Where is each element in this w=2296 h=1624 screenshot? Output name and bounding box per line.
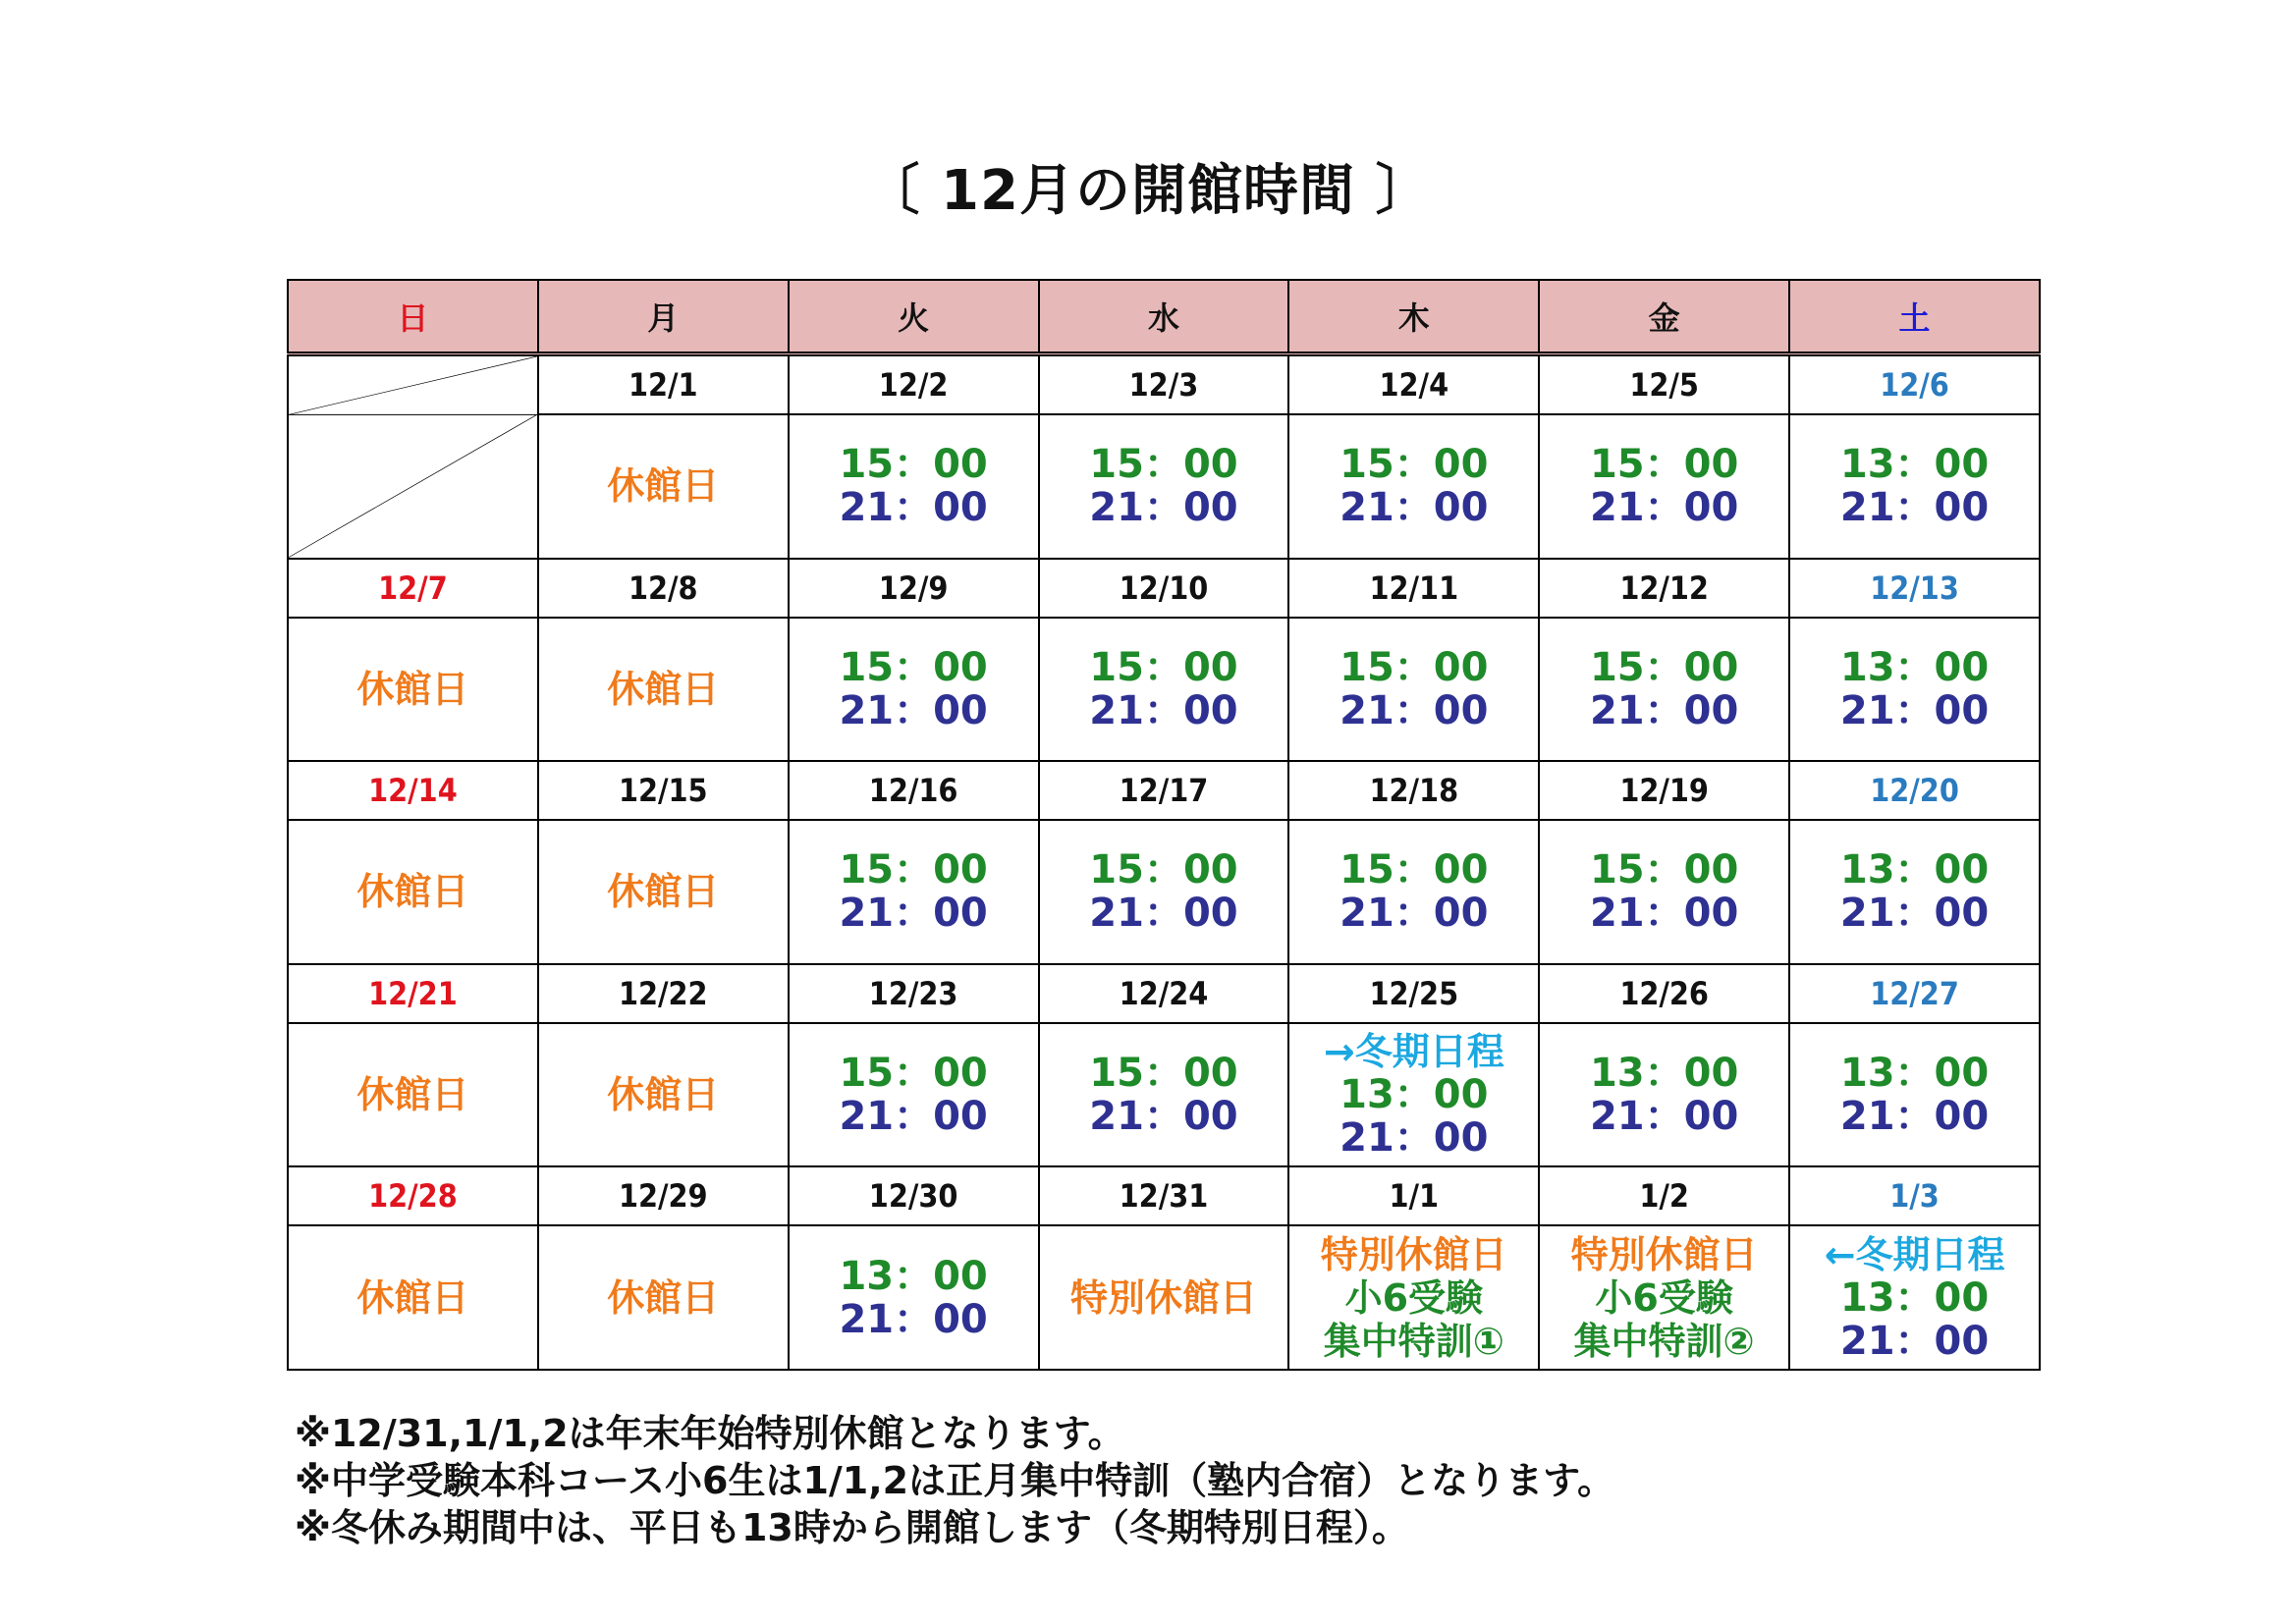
opening-time: 15：00 — [839, 847, 988, 893]
hours-cell — [1789, 618, 2040, 762]
date-cell: 12/13 — [1789, 559, 2040, 618]
hours-row — [288, 820, 2040, 964]
closing-time: 21：00 — [839, 1296, 988, 1342]
hours-cell — [1039, 414, 1289, 559]
weekday-monday: 月 — [538, 280, 789, 354]
weekday-wednesday: 水 — [1039, 280, 1289, 354]
closed-label: 休館日 — [607, 1073, 720, 1117]
hours-cell — [1288, 1225, 1539, 1370]
page-title: 〔 12月の開館時間 〕 — [864, 159, 1432, 223]
opening-time: 15：00 — [839, 1051, 988, 1097]
date-cell: 12/4 — [1288, 354, 1539, 414]
opening-time: 13：00 — [1839, 1274, 1990, 1321]
weekday-friday: 金 — [1539, 280, 1789, 354]
date-cell: 12/20 — [1789, 761, 2040, 820]
hours-cell — [1539, 618, 1789, 762]
calendar-body — [288, 354, 2040, 1371]
opening-time: 13：00 — [1839, 644, 1990, 690]
date-cell: 12/26 — [1539, 964, 1789, 1023]
closing-time: 21：00 — [1839, 485, 1990, 531]
date-row — [288, 1166, 2040, 1225]
date-cell: 12/5 — [1539, 354, 1789, 414]
opening-time: 15：00 — [839, 442, 988, 488]
hours-cell — [538, 1225, 789, 1370]
hours-cell — [538, 820, 789, 964]
date-row — [288, 354, 2040, 414]
closed-label: 休館日 — [607, 464, 720, 509]
hours-cell — [538, 414, 789, 559]
hours-cell — [288, 820, 538, 964]
opening-time: 13：00 — [1589, 1051, 1739, 1097]
date-cell: 12/27 — [1789, 964, 2040, 1023]
date-cell: 12/16 — [789, 761, 1039, 820]
closing-time: 21：00 — [839, 891, 988, 937]
date-cell: 12/30 — [789, 1166, 1039, 1225]
diagonal-lines — [289, 356, 537, 558]
weekday-sunday: 日 — [288, 280, 538, 354]
closing-time: 21：00 — [1839, 891, 1990, 937]
closing-time: 21：00 — [1339, 687, 1489, 733]
date-cell: 12/8 — [538, 559, 789, 618]
date-cell: 1/3 — [1789, 1166, 2040, 1225]
date-cell: 12/21 — [288, 964, 538, 1023]
closing-time: 21：00 — [1589, 1094, 1739, 1140]
opening-time: 15：00 — [1589, 644, 1739, 690]
date-cell: 12/14 — [288, 761, 538, 820]
closing-time: 21：00 — [1089, 687, 1238, 733]
closed-label: 休館日 — [356, 667, 469, 711]
date-cell: 12/25 — [1288, 964, 1539, 1023]
hours-cell — [789, 1023, 1039, 1167]
hours-row — [288, 414, 2040, 559]
closing-time: 21：00 — [839, 485, 988, 531]
opening-time: 13：00 — [1839, 1051, 1990, 1097]
hours-cell — [1039, 820, 1289, 964]
opening-time: 15：00 — [1589, 442, 1739, 488]
date-cell: 12/22 — [538, 964, 789, 1023]
closing-time: 21：00 — [1339, 1115, 1489, 1162]
calendar-table — [287, 279, 2041, 1371]
opening-time: 15：00 — [1339, 442, 1489, 488]
hours-cell — [789, 1225, 1039, 1370]
hours-cell — [1288, 414, 1539, 559]
opening-time: 15：00 — [1089, 847, 1238, 893]
opening-hours-calendar — [287, 279, 2041, 1371]
special-course-label: 小6受験 — [1344, 1275, 1484, 1320]
closing-time: 21：00 — [1339, 891, 1489, 937]
closing-time: 21：00 — [1839, 1094, 1990, 1140]
closed-label: 休館日 — [607, 667, 720, 711]
date-cell: 12/28 — [288, 1166, 538, 1225]
hours-cell — [1539, 1023, 1789, 1167]
closing-time: 21：00 — [1339, 485, 1489, 531]
opening-time: 15：00 — [1589, 847, 1739, 893]
closing-time: 21：00 — [1839, 1318, 1990, 1364]
closed-label: 休館日 — [356, 870, 469, 914]
weekday-thursday: 木 — [1288, 280, 1539, 354]
hours-cell — [538, 1023, 789, 1167]
date-cell: 12/15 — [538, 761, 789, 820]
hours-cell — [1288, 820, 1539, 964]
footnote: ※12/31,1/1,2は年末年始特別休館となります。 — [295, 1412, 1125, 1455]
weekday-saturday: 土 — [1789, 280, 2040, 354]
closing-time: 21：00 — [1589, 687, 1739, 733]
date-cell: 12/6 — [1789, 354, 2040, 414]
date-cell: 12/3 — [1039, 354, 1289, 414]
date-cell: 12/9 — [789, 559, 1039, 618]
blank-cell — [288, 354, 538, 559]
date-cell: 12/24 — [1039, 964, 1289, 1023]
opening-time: 15：00 — [1089, 442, 1238, 488]
closing-time: 21：00 — [1589, 485, 1739, 531]
hours-cell — [1539, 414, 1789, 559]
special-course-label: 集中特訓① — [1323, 1319, 1504, 1363]
date-cell: 1/2 — [1539, 1166, 1789, 1225]
hours-cell — [1789, 1023, 2040, 1167]
hours-cell — [789, 414, 1039, 559]
hours-cell — [538, 618, 789, 762]
date-cell: 12/10 — [1039, 559, 1289, 618]
footnote: ※冬休み期間中は、平日も13時から開館します（冬期特別日程）。 — [295, 1506, 1409, 1549]
hours-cell — [1039, 1225, 1289, 1370]
special-course-label: 小6受験 — [1595, 1275, 1733, 1320]
hours-cell — [288, 1023, 538, 1167]
footnotes — [295, 1410, 1614, 1551]
date-row — [288, 761, 2040, 820]
closing-time: 21：00 — [1589, 891, 1739, 937]
closed-label: 特別休館日 — [1069, 1275, 1257, 1320]
closing-time: 21：00 — [1089, 891, 1238, 937]
special-course-label: 集中特訓② — [1573, 1319, 1755, 1363]
opening-time: 13：00 — [1339, 1072, 1489, 1118]
closed-label: 休館日 — [607, 870, 720, 914]
hours-cell — [1539, 1225, 1789, 1370]
schedule-note: →冬期日程 — [1323, 1030, 1504, 1074]
closing-time: 21：00 — [1089, 1094, 1238, 1140]
date-cell: 12/1 — [538, 354, 789, 414]
closing-time: 21：00 — [1089, 485, 1238, 531]
footnote: ※中学受験本科コース小6生は1/1,2は正月集中特訓（塾内合宿）となります。 — [295, 1459, 1615, 1502]
opening-time: 15：00 — [1339, 847, 1489, 893]
date-row — [288, 964, 2040, 1023]
closed-label: 特別休館日 — [1320, 1232, 1507, 1276]
date-cell: 12/2 — [789, 354, 1039, 414]
hours-cell — [1288, 618, 1539, 762]
date-cell: 12/18 — [1288, 761, 1539, 820]
hours-row — [288, 1023, 2040, 1167]
opening-time: 15：00 — [1089, 644, 1238, 690]
opening-time: 15：00 — [839, 644, 988, 690]
hours-cell — [1039, 1023, 1289, 1167]
opening-time: 13：00 — [839, 1253, 988, 1299]
date-cell: 12/31 — [1039, 1166, 1289, 1225]
closed-label: 特別休館日 — [1570, 1232, 1758, 1276]
schedule-note: ←冬期日程 — [1824, 1232, 2005, 1276]
opening-time: 13：00 — [1839, 847, 1990, 893]
date-row — [288, 559, 2040, 618]
weekday-header-row — [288, 280, 2040, 354]
date-cell: 12/17 — [1039, 761, 1289, 820]
closed-label: 休館日 — [356, 1275, 469, 1320]
hours-row — [288, 618, 2040, 762]
opening-time: 15：00 — [1339, 644, 1489, 690]
opening-time: 15：00 — [1089, 1051, 1238, 1097]
weekday-tuesday: 火 — [789, 280, 1039, 354]
date-cell: 12/11 — [1288, 559, 1539, 618]
date-cell: 1/1 — [1288, 1166, 1539, 1225]
closed-label: 休館日 — [356, 1073, 469, 1117]
hours-cell — [1539, 820, 1789, 964]
hours-cell — [1288, 1023, 1539, 1167]
hours-cell — [288, 1225, 538, 1370]
hours-cell — [1789, 820, 2040, 964]
closing-time: 21：00 — [839, 1094, 988, 1140]
closing-time: 21：00 — [839, 687, 988, 733]
hours-cell — [789, 820, 1039, 964]
hours-cell — [1039, 618, 1289, 762]
date-cell: 12/7 — [288, 559, 538, 618]
date-cell: 12/29 — [538, 1166, 789, 1225]
date-cell: 12/12 — [1539, 559, 1789, 618]
opening-time: 13：00 — [1839, 442, 1990, 488]
closed-label: 休館日 — [607, 1275, 720, 1320]
date-cell: 12/19 — [1539, 761, 1789, 820]
hours-cell — [1789, 414, 2040, 559]
hours-row — [288, 1225, 2040, 1370]
hours-cell — [1789, 1225, 2040, 1370]
hours-cell — [288, 618, 538, 762]
date-cell: 12/23 — [789, 964, 1039, 1023]
hours-cell — [789, 618, 1039, 762]
closing-time: 21：00 — [1839, 687, 1990, 733]
